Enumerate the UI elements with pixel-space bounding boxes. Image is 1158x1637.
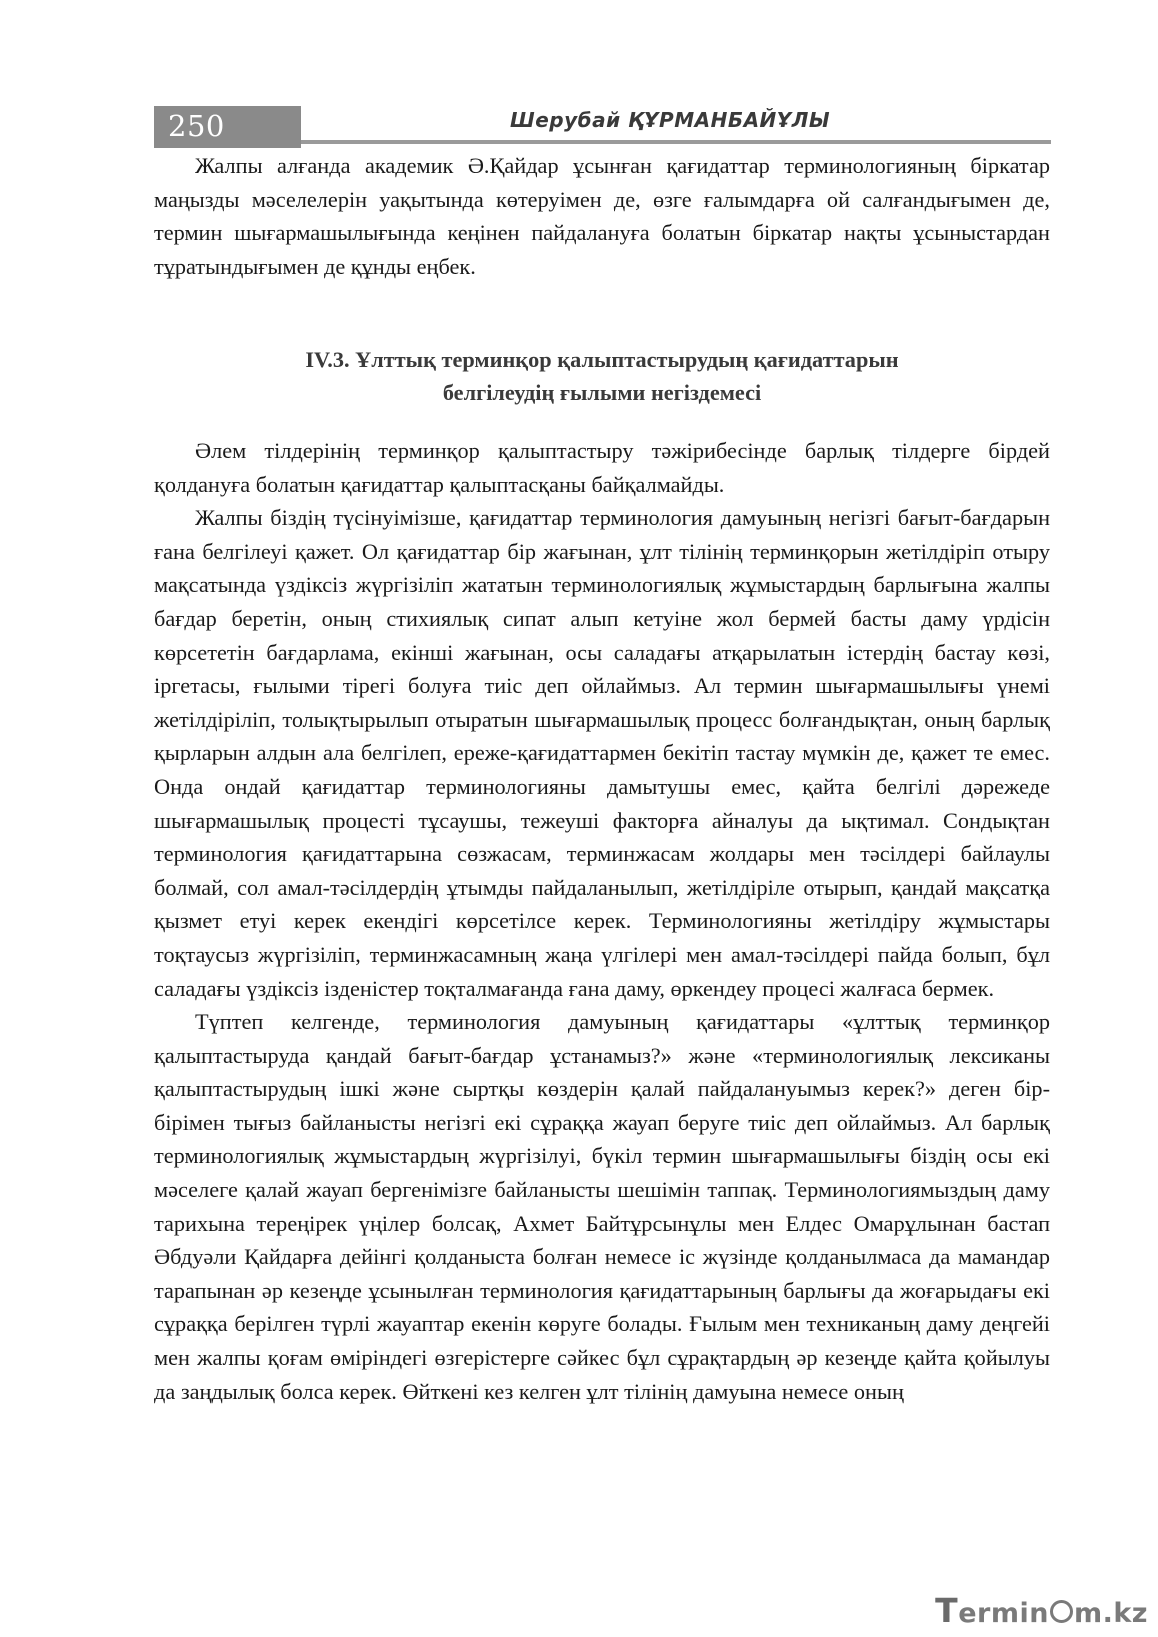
paragraph: Жалпы алғанда академик Ә.Қайдар ұсынған қағидаттар терминологияның біркатар маңызды мәселелерін уақытында көтеруімен де, өзге ғалымдарға ой салғандығымен де, термин шығармашылығында кеңінен пайдалануға болатын біркатар нақты ұсыныстардан тұратындығымен де құнды еңбек. <box>154 153 1050 279</box>
paragraph: Әлем тілдерінің терминқор қалыптастыру тәжірибесінде барлық тілдерге бірдей қолдануға болатын қағидаттар қалыптасқаны байқалмайды. <box>154 438 1050 497</box>
running-header-author: Шерубай ҚҰРМАНБАЙҰЛЫ <box>510 108 831 132</box>
body-text <box>154 434 1050 1408</box>
paragraph: Жалпы біздің түсінуімізше, қағидаттар терминология дамуының негізгі бағыт-бағдарын ғана белгілеуі қажет. Ол қағидаттар бір жағынан, ұлт тілінің терминқорын жетілдіріп отыру мақсатында үздіксіз жүргізіліп жататын терминологиялық жұмыстардың барлығына жалпы бағдар беретін, оның стихиялық сипат алып кетуіне жол бермей басты даму үрдісін көрсететін бағдарлама, екінші жағынан, осы саладағы атқарылатын істердің бастау көзі, іргетасы, ғылыми тірегі болуға тиіс деп ойлаймыз. Ал термин шығармашылығы үнемі жетілдіріліп, толықтырылып отыратын шығармашылық процесс болғандықтан, оның барлық қырларын алдын ала белгілеп, ереже-қағидаттармен бекітіп тастау мүмкін де, қажет те емес. Онда ондай қағидаттар терминологияны дамытушы емес, қайта белгілі дәрежеде шығармашылық процесті тұсаушы, тежеуші факторға айналуы да ықтимал. Сондықтан терминология қағидаттарына сөзжасам, терминжасам жолдары мен тәсілдері байлаулы болмай, сол амал-тәсілдердің ұтымды пайдаланылып, жетілдіріле отырып, қандай мақсатқа қызмет етуі керек екендігі көрсетілсе керек. Терминологияны жетілдіру жұмыстары тоқтаусыз жүргізіліп, терминжасамның жаңа үлгілері мен амал-тәсілдері пайда болып, бұл саладағы үздіксіз ізденістер тоқталмағанда ғана даму, өркендеу процесі жалғаса бермек. <box>154 505 1050 1001</box>
section-heading-line-1: IV.3. Ұлттық терминқор қалыптастырудың қағидаттарын <box>305 347 899 372</box>
section-heading-line-2: белгілеудің ғылыми негіздемесі <box>442 380 762 405</box>
header-rule <box>301 140 1051 144</box>
page-number-box <box>154 106 301 148</box>
paragraph: Түптеп келгенде, терминология дамуының қағидаттары «ұлттық терминқор қалыптастыруда қандай бағыт-бағдар ұстанамыз?» және «терминологиялық лексиканы қалыптастырудың ішкі және сыртқы көздерін қалай пайдалануымыз керек?» деген бір-бірімен тығыз байланысты негізгі екі сұраққа жауап беруге тиіс деп ойлаймыз. Ал барлық терминологиялық жұмыстардың жүргізілуі, бүкіл термин шығармашылығы біздің осы екі мәселеге қалай жауап бергенімізге байланысты шешімін таппақ. Терминологиямыздың даму тарихына тереңірек үңілер болсақ, Ахмет Байтұрсынұлы мен Елдес Омарұлынан бастап Әбдуәли Қайдарға дейінгі қолданыста болған немесе іс жүзінде қолданылмаса да мамандар тарапынан әр кезеңде ұсынылған терминология қағидаттарының барлығы да жоғарыдағы екі сұраққа берілген түрлі жауаптар екенін көруге болады. Ғылым мен техниканың даму деңгейі мен жалпы қоғам өміріндегі өзгерістерге сәйкес бұл сұрақтардың әр кезеңде қайта қойылуы да заңдылық болса керек. Өйткені кез келген ұлт тілінің дамуына немесе оның <box>154 1009 1050 1404</box>
page-number: 250 <box>168 109 225 143</box>
section-heading <box>154 343 1050 409</box>
intro-text <box>154 149 1050 283</box>
circle-o-icon <box>1050 1600 1073 1623</box>
termincom-watermark: Termin m.kz <box>935 1591 1148 1630</box>
